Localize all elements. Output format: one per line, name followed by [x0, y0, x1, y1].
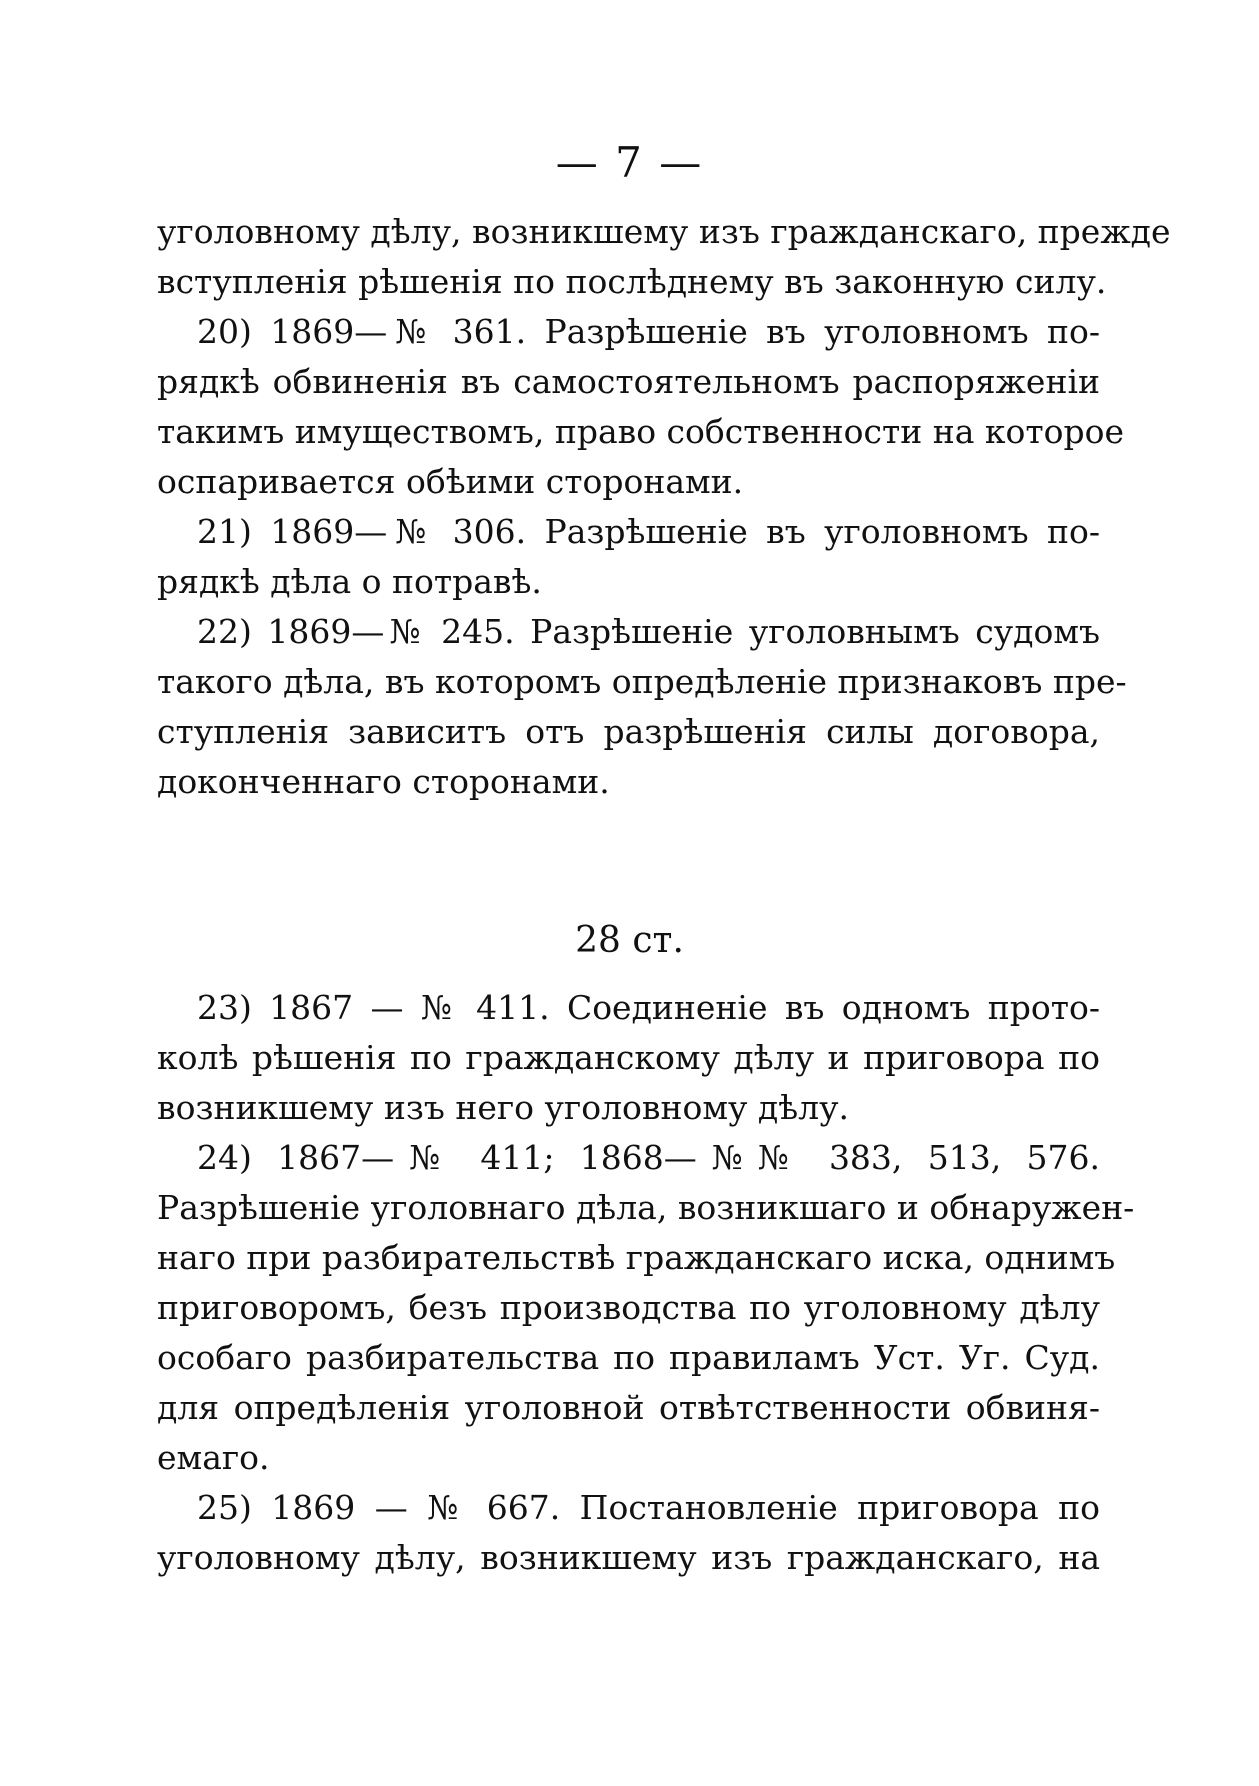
text-line: вступленія рѣшенія по послѣднему въ законную силу. [157, 262, 1107, 301]
text-line: такимъ имуществомъ, право собственности на которое [157, 412, 1124, 451]
text-line: 20) 1869—№ 361. Разрѣшеніе въ уголовномъ по- [197, 312, 1100, 351]
text-line: приговоромъ, безъ производства по уголовному дѣлу [157, 1288, 1100, 1327]
text-line: уголовному дѣлу, возникшему изъ гражданскаго, на [157, 1538, 1100, 1577]
text-line: рядкѣ дѣла о потравѣ. [157, 562, 542, 601]
text-block-upper [157, 207, 1171, 807]
text-line: колѣ рѣшенія по гражданскому дѣлу и приговора по [157, 1038, 1100, 1077]
text-line: 23) 1867 — № 411. Соединеніе въ одномъ прото- [197, 988, 1100, 1027]
page-number: — 7 — [555, 138, 704, 187]
text-line: возникшему изъ него уголовному дѣлу. [157, 1088, 850, 1127]
text-line: Разрѣшеніе уголовнаго дѣла, возникшаго и обнаружен- [157, 1188, 1135, 1227]
text-line: 21) 1869—№ 306. Разрѣшеніе въ уголовномъ по- [197, 512, 1100, 551]
text-line: 22) 1869—№ 245. Разрѣшеніе уголовнымъ судомъ [197, 612, 1100, 651]
text-line: 25) 1869 — № 667. Постановленіе приговора по [197, 1488, 1100, 1527]
text-line: емаго. [157, 1438, 270, 1477]
text-line: для опредѣленія уголовной отвѣтственности обвиня- [157, 1388, 1100, 1427]
text-line: ступленія зависитъ отъ разрѣшенія силы договора, [157, 712, 1100, 751]
text-line: уголовному дѣлу, возникшему изъ гражданскаго, прежде [157, 212, 1171, 251]
text-line: особаго разбирательства по правиламъ Уст. Уг. Суд. [157, 1338, 1100, 1377]
text-line: такого дѣла, въ которомъ опредѣленіе признаковъ пре- [157, 662, 1127, 701]
text-line: оспаривается обѣими сторонами. [157, 462, 744, 501]
text-line: рядкѣ обвиненія въ самостоятельномъ распоряженіи [157, 362, 1100, 401]
text-line: 24) 1867—№ 411; 1868—№№ 383, 513, 576. [197, 1138, 1100, 1177]
section-heading: 28 ст. [575, 920, 684, 961]
text-line: наго при разбирательствѣ гражданскаго иска, однимъ [157, 1238, 1116, 1277]
text-block-lower [157, 983, 1135, 1583]
text-line: доконченнаго сторонами. [157, 762, 610, 801]
